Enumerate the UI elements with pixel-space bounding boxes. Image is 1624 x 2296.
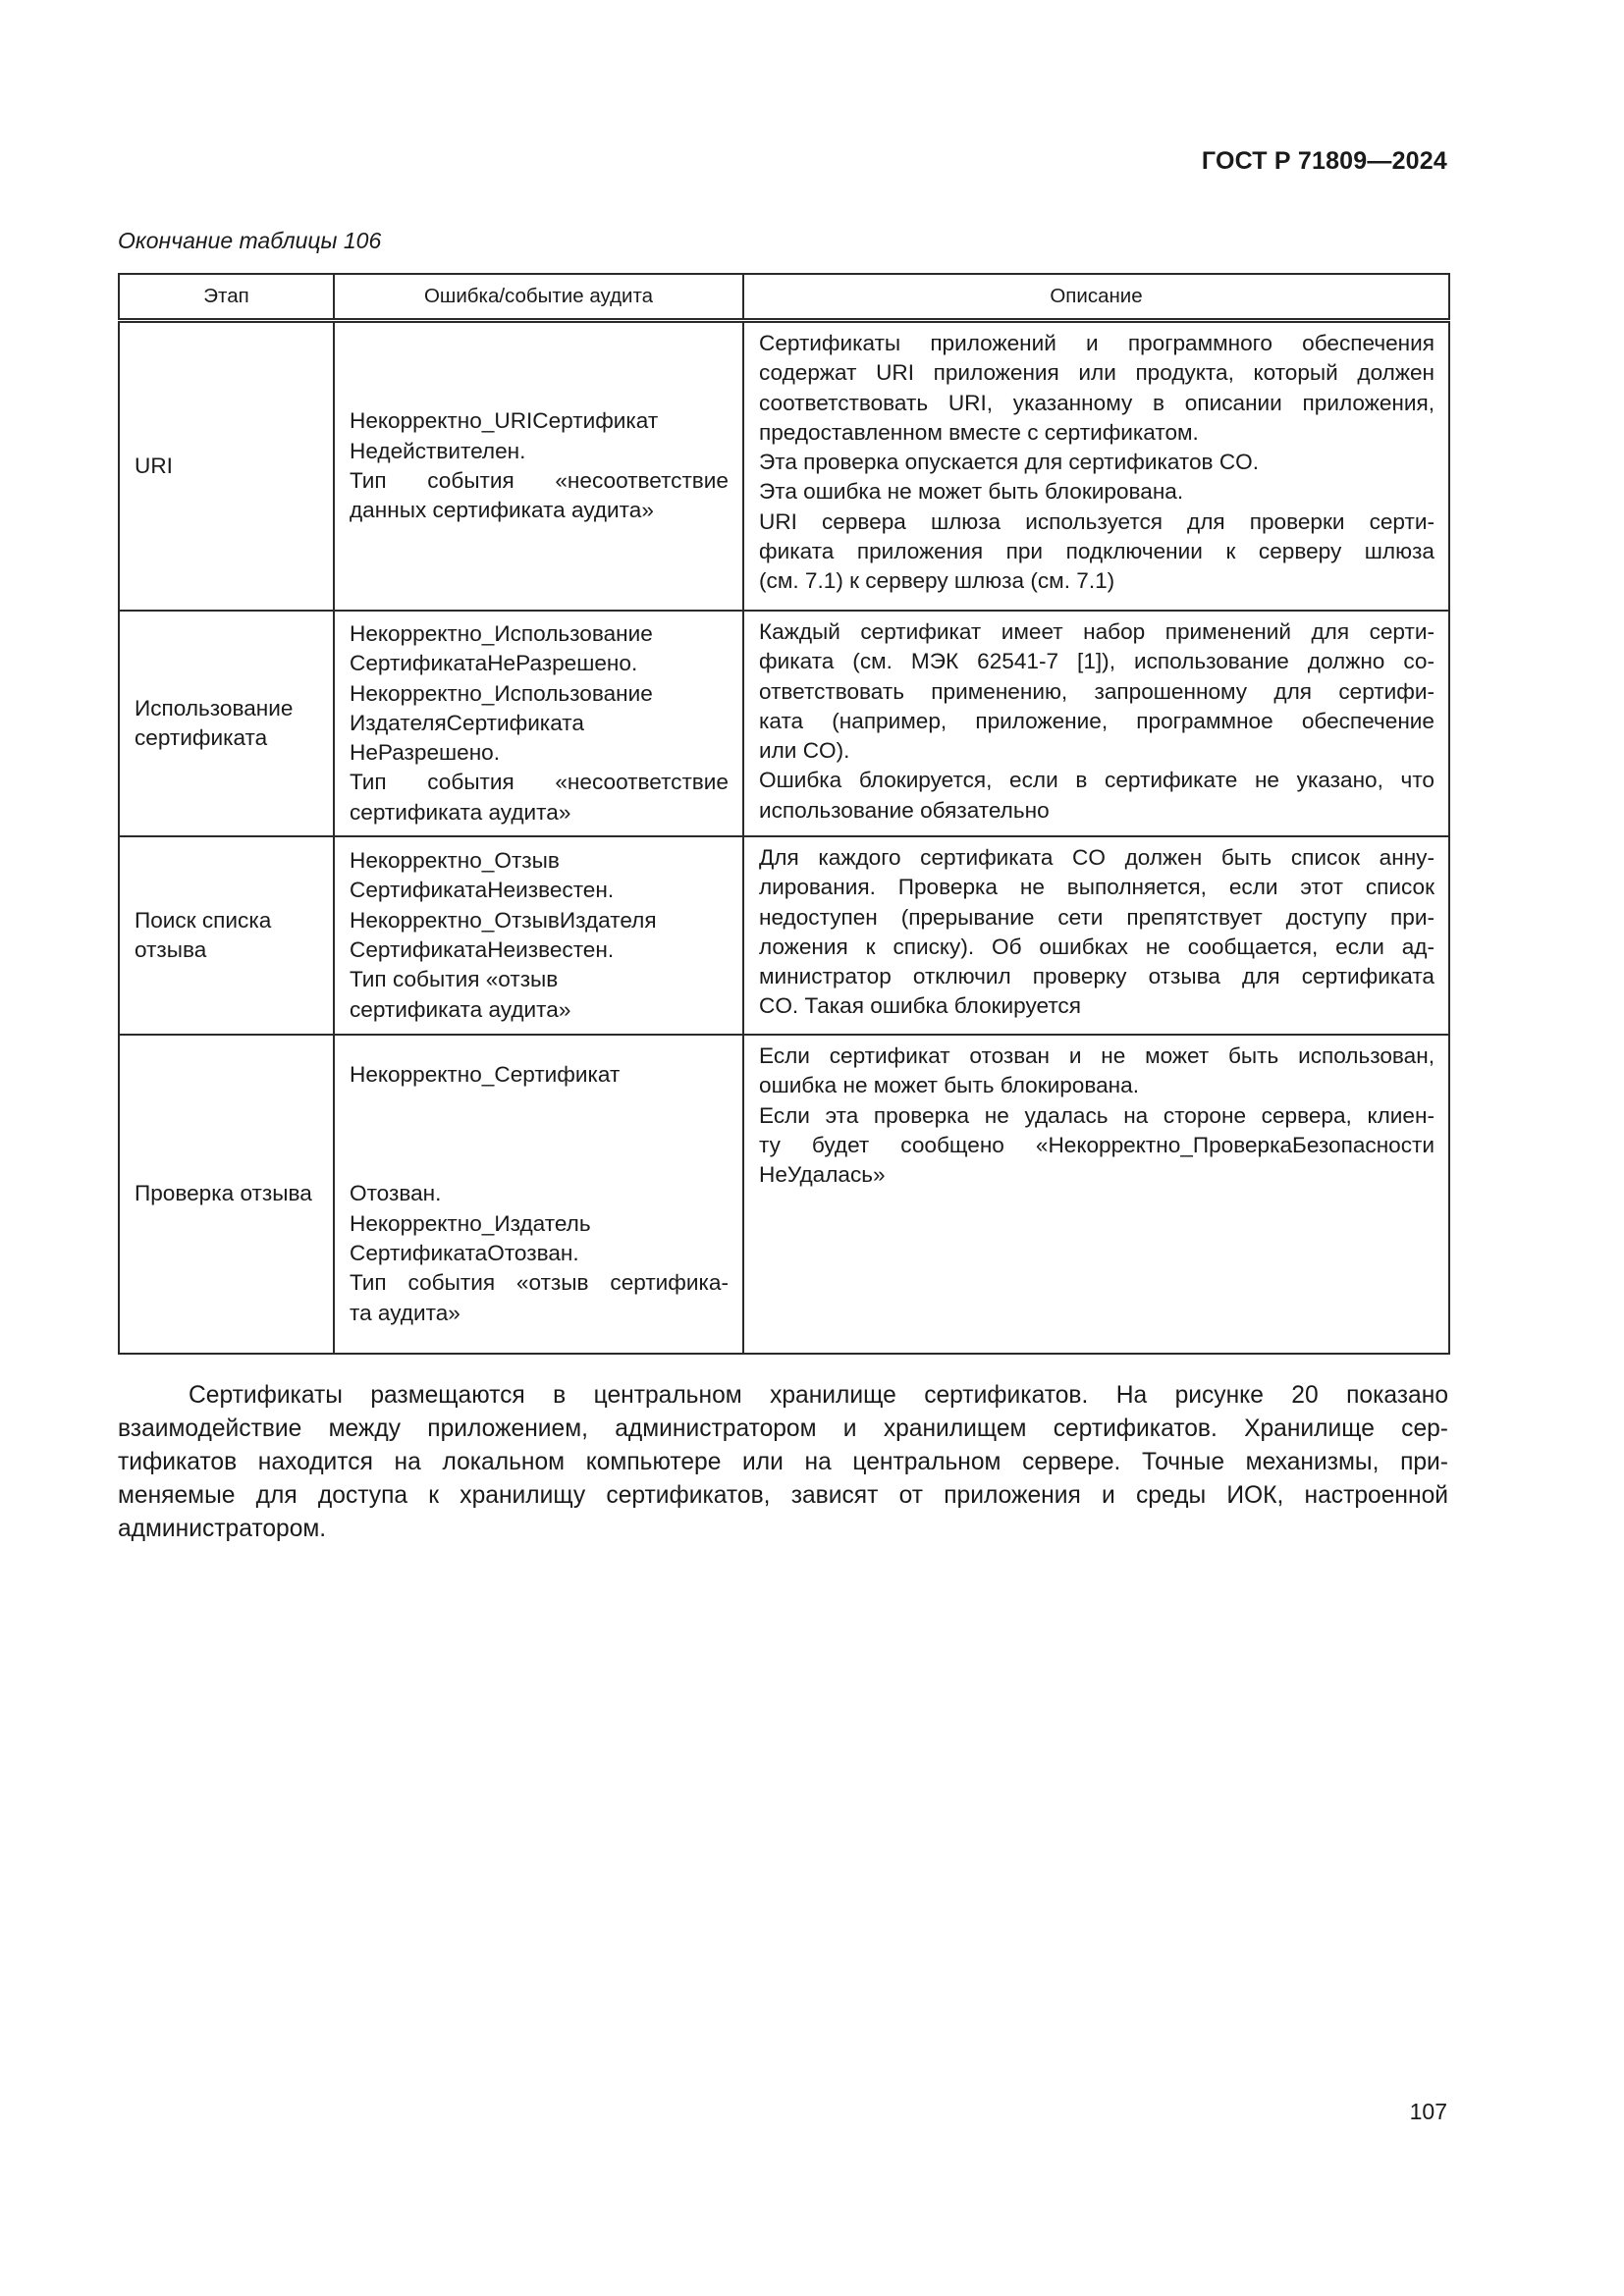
stage-text: URI [135, 453, 173, 478]
description-line: Эта проверка опускается для сертификатов CO. [759, 450, 1259, 475]
paragraph-line: тификатов находится на локальном компьютере или на центральном сервере. Точные механизмы, при- [118, 1449, 1448, 1475]
paragraph-line: меняемые для доступа к хранилищу сертификатов, зависят от приложения и среды ИОК, настроенной [118, 1482, 1448, 1509]
description-line: Сертификаты приложений и программного обеспечения [759, 331, 1435, 355]
error-line: Некорректно_ОтзывИздателя [350, 907, 657, 933]
column-header-error: Ошибка/событие аудита [334, 274, 743, 321]
description-line: соответствовать URI, указанному в описании приложения, [759, 390, 1435, 415]
table-caption: Окончание таблицы 106 [118, 228, 382, 253]
paragraph-line: администратором. [118, 1516, 327, 1542]
stage-text: сертификата [135, 725, 268, 750]
error-line: Тип события «отзыв сертифика- [350, 1270, 729, 1296]
description-line: Ошибка блокируется, если в сертификате не указано, что [759, 768, 1435, 793]
error-line: СертификатаНеРазрешено. [350, 651, 638, 676]
stage-text: отзыва [135, 937, 207, 962]
error-line: Отозван. [350, 1181, 442, 1206]
stage-cell [119, 836, 334, 1035]
error-line: та аудита» [350, 1300, 460, 1325]
error-cell [334, 611, 743, 836]
table-row [119, 1035, 1449, 1354]
error-line: СертификатаНеизвестен. [350, 937, 615, 962]
error-line: Тип события «несоответствие [350, 468, 729, 493]
description-line: Для каждого сертификата CO должен быть список анну- [759, 845, 1435, 870]
paragraph-line: взаимодействие между приложением, администратором и хранилищем сертификатов. Хранилище сер- [118, 1415, 1448, 1442]
error-line: Тип события «несоответствие [350, 770, 729, 795]
error-line: данных сертификата аудита» [350, 498, 654, 523]
description-line: лирования. Проверка не выполняется, если этот список [759, 875, 1435, 900]
stage-text: Использование [135, 695, 294, 721]
description-line: ката (например, приложение, программное обеспечение [759, 708, 1435, 733]
error-line: Тип события «отзыв [350, 967, 559, 992]
table-row [119, 321, 1449, 612]
description-line: фиката приложения при подключении к серверу шлюза [759, 539, 1435, 564]
column-header-description: Описание [743, 274, 1449, 321]
description-cell [743, 611, 1449, 836]
description-line: НеУдалась» [759, 1162, 886, 1188]
description-line: Каждый сертификат имеет набор применений для серти- [759, 619, 1435, 644]
description-line: использование обязательно [759, 797, 1050, 823]
description-line: предоставленном вместе с сертификатом. [759, 419, 1199, 445]
description-line: CO. Такая ошибка блокируется [759, 993, 1081, 1019]
stage-text: Проверка [135, 1181, 235, 1206]
stage-text: Поиск списка [135, 907, 272, 933]
table-header-row [119, 274, 1449, 321]
description-line: Эта ошибка не может быть блокирована. [759, 479, 1184, 505]
error-gap [350, 1090, 729, 1179]
standard-designation: ГОСТ Р 71809—2024 [1201, 147, 1447, 175]
description-cell [743, 321, 1449, 612]
description-line: Если сертификат отозван и не может быть использован, [759, 1043, 1435, 1068]
error-line: НеРазрешено. [350, 740, 501, 766]
error-cell [334, 836, 743, 1035]
column-header-stage: Этап [119, 274, 334, 321]
description-cell [743, 1035, 1449, 1354]
error-line: ИздателяСертификата [350, 710, 584, 735]
description-line: министратор отключил проверку отзыва для сертификата [759, 964, 1435, 989]
description-line: или CO). [759, 738, 850, 764]
error-line: Недействителен. [350, 438, 526, 463]
error-line: СертификатаНеизвестен. [350, 878, 615, 903]
error-line: СертификатаОтозван. [350, 1241, 579, 1265]
error-cell [334, 321, 743, 612]
error-line: Некорректно_Отзыв [350, 848, 560, 874]
description-line: ошибка не может быть блокирована. [759, 1073, 1139, 1098]
error-line: сертификата аудита» [350, 799, 571, 825]
error-line: Некорректно_Издатель [350, 1210, 591, 1236]
description-line: содержат URI приложения или продукта, который должен [759, 360, 1435, 386]
table-row [119, 836, 1449, 1035]
audit-table [118, 273, 1450, 1355]
paragraph-line: Сертификаты размещаются в центральном хранилище сертификатов. На рисунке 20 показано [189, 1382, 1448, 1409]
error-line: Некорректно_URIСертификат [350, 408, 659, 434]
error-line: сертификата аудита» [350, 996, 571, 1022]
description-line: (см. 7.1) к серверу шлюза (см. 7.1) [759, 568, 1115, 594]
description-line: ответствовать применению, запрошенному для сертифи- [759, 678, 1435, 704]
description-line: Если эта проверка не удалась на стороне сервера, клиен- [759, 1102, 1435, 1128]
table-row [119, 611, 1449, 836]
stage-cell [119, 1035, 334, 1354]
body-paragraph [118, 1379, 1448, 1546]
stage-cell [119, 321, 334, 612]
error-line: Некорректно_Сертификат [350, 1062, 621, 1088]
page-number: 107 [1409, 2099, 1447, 2124]
description-line: ложения к списку). Об ошибках не сообщается, если ад- [759, 934, 1435, 959]
error-line: Некорректно_Использование [350, 680, 653, 706]
error-line: Некорректно_Использование [350, 620, 653, 646]
stage-cell [119, 611, 334, 836]
error-cell [334, 1035, 743, 1354]
description-line: фиката (см. МЭК 62541-7 [1]), использование должно со- [759, 649, 1435, 674]
stage-text: отзыва [240, 1181, 312, 1206]
description-cell [743, 836, 1449, 1035]
description-line: ту будет сообщено «Некорректно_ПроверкаБезопасности [759, 1132, 1435, 1157]
description-line: недоступен (прерывание сети препятствует доступу при- [759, 904, 1435, 930]
description-line: URI сервера шлюза используется для проверки серти- [759, 508, 1435, 534]
